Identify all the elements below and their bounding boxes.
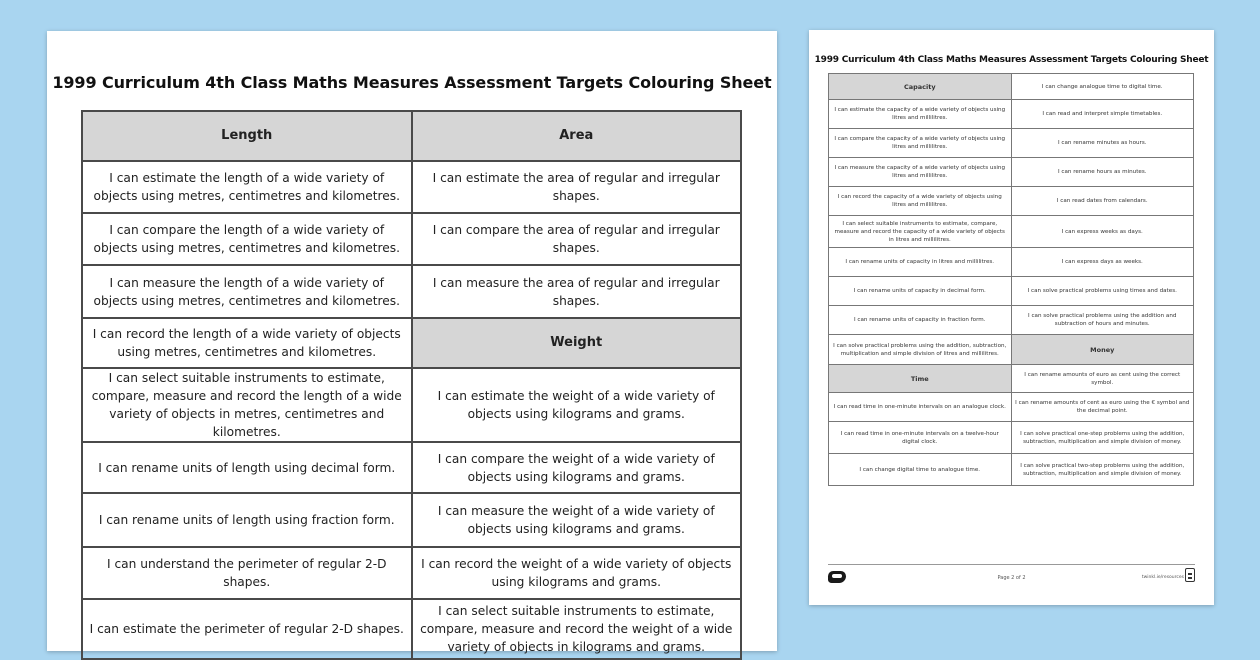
- header-money: Money: [1011, 335, 1194, 365]
- target-cell[interactable]: I can select suitable instruments to estimate, compare, measure and record the length of a wide variety of objects in metres, centimetres and kilometres.: [82, 368, 412, 442]
- target-cell[interactable]: I can rename hours as minutes.: [1011, 158, 1194, 187]
- target-cell[interactable]: I can record the length of a wide variety of objects using metres, centimetres and kilometres.: [82, 318, 412, 368]
- target-cell[interactable]: I can rename units of capacity in decimal form.: [829, 277, 1012, 306]
- worksheet-page-1: [47, 31, 777, 654]
- target-cell[interactable]: I can estimate the capacity of a wide variety of objects using litres and millilitres.: [829, 100, 1012, 129]
- header-area: Area: [412, 111, 742, 161]
- target-cell[interactable]: I can rename units of capacity in litres and millilitres.: [829, 248, 1012, 277]
- target-cell[interactable]: I can compare the length of a wide variety of objects using metres, centimetres and kilometres.: [82, 213, 412, 265]
- target-cell[interactable]: I can estimate the perimeter of regular 2-D shapes.: [82, 599, 412, 659]
- target-cell[interactable]: I can understand the perimeter of regular 2-D shapes.: [82, 547, 412, 599]
- target-cell[interactable]: I can select suitable instruments to estimate, compare, measure and record the weight of a wide variety of objects in kilograms and grams.: [412, 599, 742, 659]
- target-cell[interactable]: I can rename units of capacity in fraction form.: [829, 306, 1012, 335]
- target-cell[interactable]: I can estimate the area of regular and irregular shapes.: [412, 161, 742, 213]
- target-cell[interactable]: I can rename amounts of euro as cent using the correct symbol.: [1011, 365, 1194, 393]
- header-capacity: Capacity: [829, 74, 1012, 100]
- target-cell[interactable]: I can compare the area of regular and irregular shapes.: [412, 213, 742, 265]
- footer-divider: [828, 564, 1195, 565]
- target-cell[interactable]: I can solve practical problems using times and dates.: [1011, 277, 1194, 306]
- target-cell[interactable]: I can estimate the length of a wide variety of objects using metres, centimetres and kilometres.: [82, 161, 412, 213]
- target-cell[interactable]: I can solve practical problems using the addition, subtraction, multiplication and simple division of litres and millilitres.: [829, 335, 1012, 365]
- target-cell[interactable]: I can read time in one-minute intervals on a twelve-hour digital clock.: [829, 422, 1012, 454]
- target-cell[interactable]: I can rename amounts of cent as euro using the € symbol and the decimal point.: [1011, 393, 1194, 422]
- target-cell[interactable]: I can record the capacity of a wide variety of objects using litres and millilitres.: [829, 187, 1012, 216]
- header-time: Time: [829, 365, 1012, 393]
- target-cell[interactable]: I can read and interpret simple timetables.: [1011, 100, 1194, 129]
- target-cell[interactable]: I can compare the capacity of a wide variety of objects using litres and millilitres.: [829, 129, 1012, 158]
- header-weight: Weight: [412, 318, 742, 368]
- target-cell[interactable]: I can rename minutes as hours.: [1011, 129, 1194, 158]
- target-cell[interactable]: I can record the weight of a wide variety of objects using kilograms and grams.: [412, 547, 742, 599]
- target-cell[interactable]: I can rename units of length using fraction form.: [82, 493, 412, 547]
- targets-table-length-area-weight: [81, 110, 742, 660]
- target-cell[interactable]: I can solve practical problems using the addition and subtraction of hours and minutes.: [1011, 306, 1194, 335]
- page-title: 1999 Curriculum 4th Class Maths Measures Assessment Targets Colouring Sheet: [52, 73, 772, 92]
- target-cell[interactable]: I can express days as weeks.: [1011, 248, 1194, 277]
- header-length: Length: [82, 111, 412, 161]
- footer-website: twinkl.ie/resources: [1141, 575, 1184, 580]
- target-cell[interactable]: I can measure the capacity of a wide variety of objects using litres and millilitres.: [829, 158, 1012, 187]
- target-cell[interactable]: I can compare the weight of a wide variety of objects using kilograms and grams.: [412, 442, 742, 493]
- page-number: Page 2 of 2: [997, 575, 1026, 581]
- target-cell[interactable]: I can solve practical two-step problems using the addition, subtraction, multiplication and simple division of money.: [1011, 454, 1194, 486]
- target-cell[interactable]: I can change analogue time to digital time.: [1011, 74, 1194, 100]
- targets-table-capacity-time-money: [828, 73, 1194, 486]
- target-cell[interactable]: I can estimate the weight of a wide variety of objects using kilograms and grams.: [412, 368, 742, 442]
- document-badge-icon: [1185, 568, 1195, 582]
- worksheet-page-2: [809, 30, 1214, 605]
- target-cell[interactable]: I can read time in one-minute intervals on an analogue clock.: [829, 393, 1012, 422]
- target-cell[interactable]: I can measure the length of a wide variety of objects using metres, centimetres and kilometres.: [82, 265, 412, 318]
- target-cell[interactable]: I can express weeks as days.: [1011, 216, 1194, 248]
- target-cell[interactable]: I can measure the weight of a wide variety of objects using kilograms and grams.: [412, 493, 742, 547]
- target-cell[interactable]: I can read dates from calendars.: [1011, 187, 1194, 216]
- target-cell[interactable]: I can select suitable instruments to estimate, compare, measure and record the capacity of a wide variety of objects in litres and millilitres.: [829, 216, 1012, 248]
- target-cell[interactable]: I can solve practical one-step problems using the addition, subtraction, multiplication and simple division of money.: [1011, 422, 1194, 454]
- target-cell[interactable]: I can measure the area of regular and irregular shapes.: [412, 265, 742, 318]
- target-cell[interactable]: I can rename units of length using decimal form.: [82, 442, 412, 493]
- target-cell[interactable]: I can change digital time to analogue time.: [829, 454, 1012, 486]
- page-title: 1999 Curriculum 4th Class Maths Measures Assessment Targets Colouring Sheet: [814, 55, 1209, 65]
